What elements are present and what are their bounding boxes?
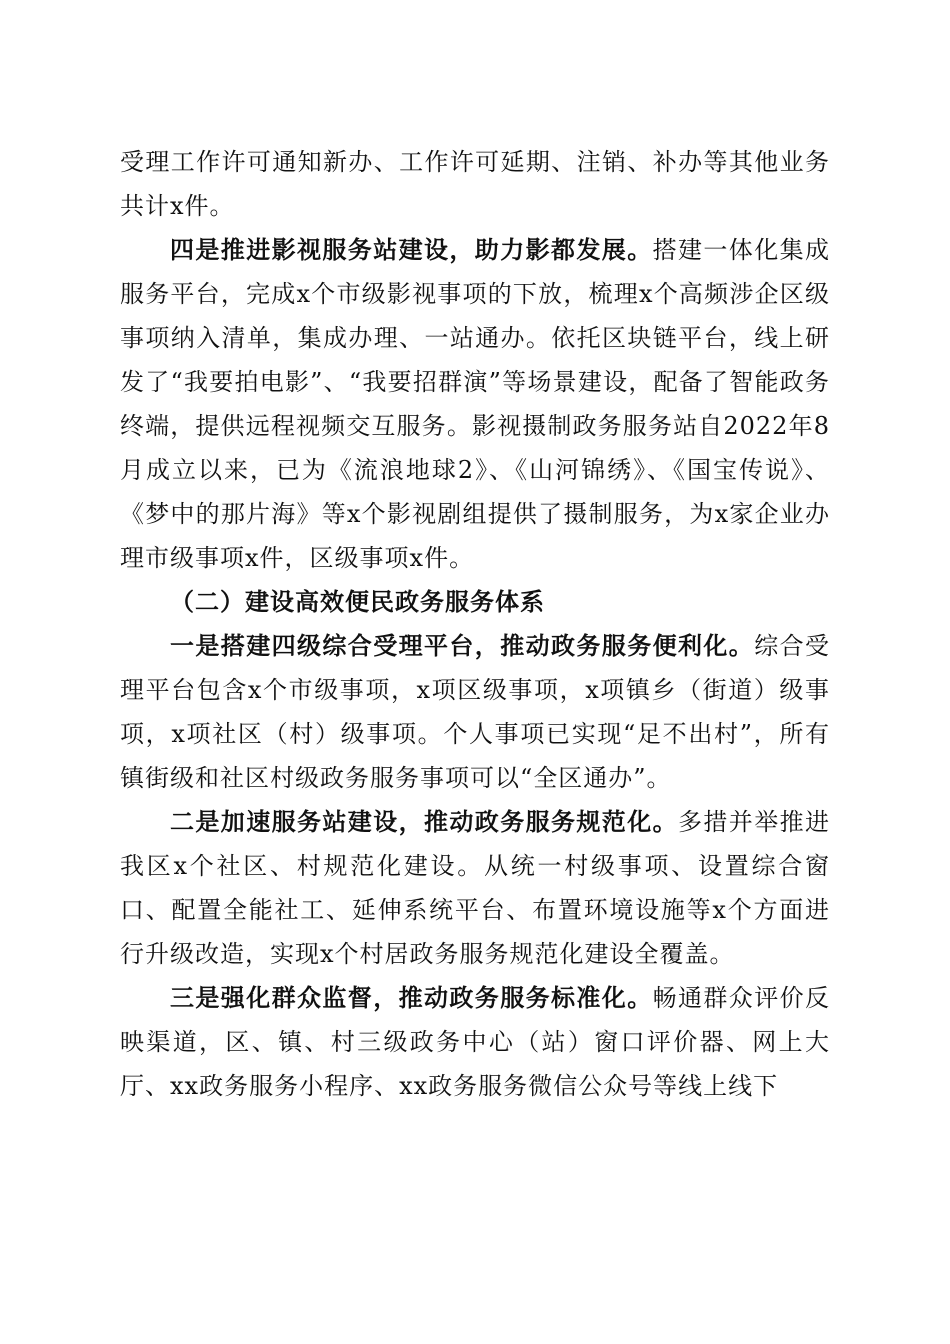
section-heading bbox=[120, 580, 830, 624]
paragraph-lead: 二是加速服务站建设，推动政务服务规范化。 bbox=[170, 807, 678, 836]
body-text bbox=[120, 140, 830, 1108]
paragraph-text: 搭建一体化集成服务平台，完成x个市级影视事项的下放，梳理x个高频涉企区级事项纳入清单，集成办理、一站通办。依托区块链平台，线上研发了“我要拍电影”、“我要招群演”等场景建设，配备了智能政务终端，提供远程视频交互服务。影视摄制政务服务站自2022年8月成立以来，已为《流浪地球2》、《山河锦绣》、《国宝传说》、《梦中的那片海》等x个影视剧组提供了摄制服务，为x家企业办理市级事项x件，区级事项x件。 bbox=[120, 236, 831, 572]
paragraph-lead: 四是推进影视服务站建设，助力影都发展。 bbox=[170, 235, 653, 264]
paragraph-text: 受理工作许可通知新办、工作许可延期、注销、补办等其他业务共计x件。 bbox=[120, 148, 830, 220]
paragraph-lead: 三是强化群众监督，推动政务服务标准化。 bbox=[170, 983, 653, 1012]
paragraph-text: 多措并举推进我区x个社区、村规范化建设。从统一村级事项、设置综合窗口、配置全能社工、延伸系统平台、布置环境设施等x个方面进行升级改造，实现x个村居政务服务规范化建设全覆盖。 bbox=[120, 808, 830, 968]
paragraph-four-level-platform bbox=[120, 624, 830, 800]
paragraph-lead: 一是搭建四级综合受理平台，推动政务服务便利化。 bbox=[170, 631, 755, 660]
paragraph-text: 综合受理平台包含x个市级事项，x项区级事项，x项镇乡（街道）级事项，x项社区（村）级事项。个人事项已实现“足不出村”，所有镇街级和社区村级政务服务事项可以“全区通办”。 bbox=[120, 632, 831, 792]
paragraph-continuation bbox=[120, 140, 830, 228]
paragraph-film-service-station bbox=[120, 228, 830, 580]
paragraph-text: 畅通群众评价反映渠道，区、镇、村三级政务中心（站）窗口评价器、网上大厅、xx政务服务小程序、xx政务服务微信公众号等线上线下 bbox=[120, 984, 831, 1100]
paragraph-public-supervision bbox=[120, 976, 830, 1108]
section-heading-text: （二）建设高效便民政务服务体系 bbox=[170, 587, 545, 616]
paragraph-service-station-standardization bbox=[120, 800, 830, 976]
